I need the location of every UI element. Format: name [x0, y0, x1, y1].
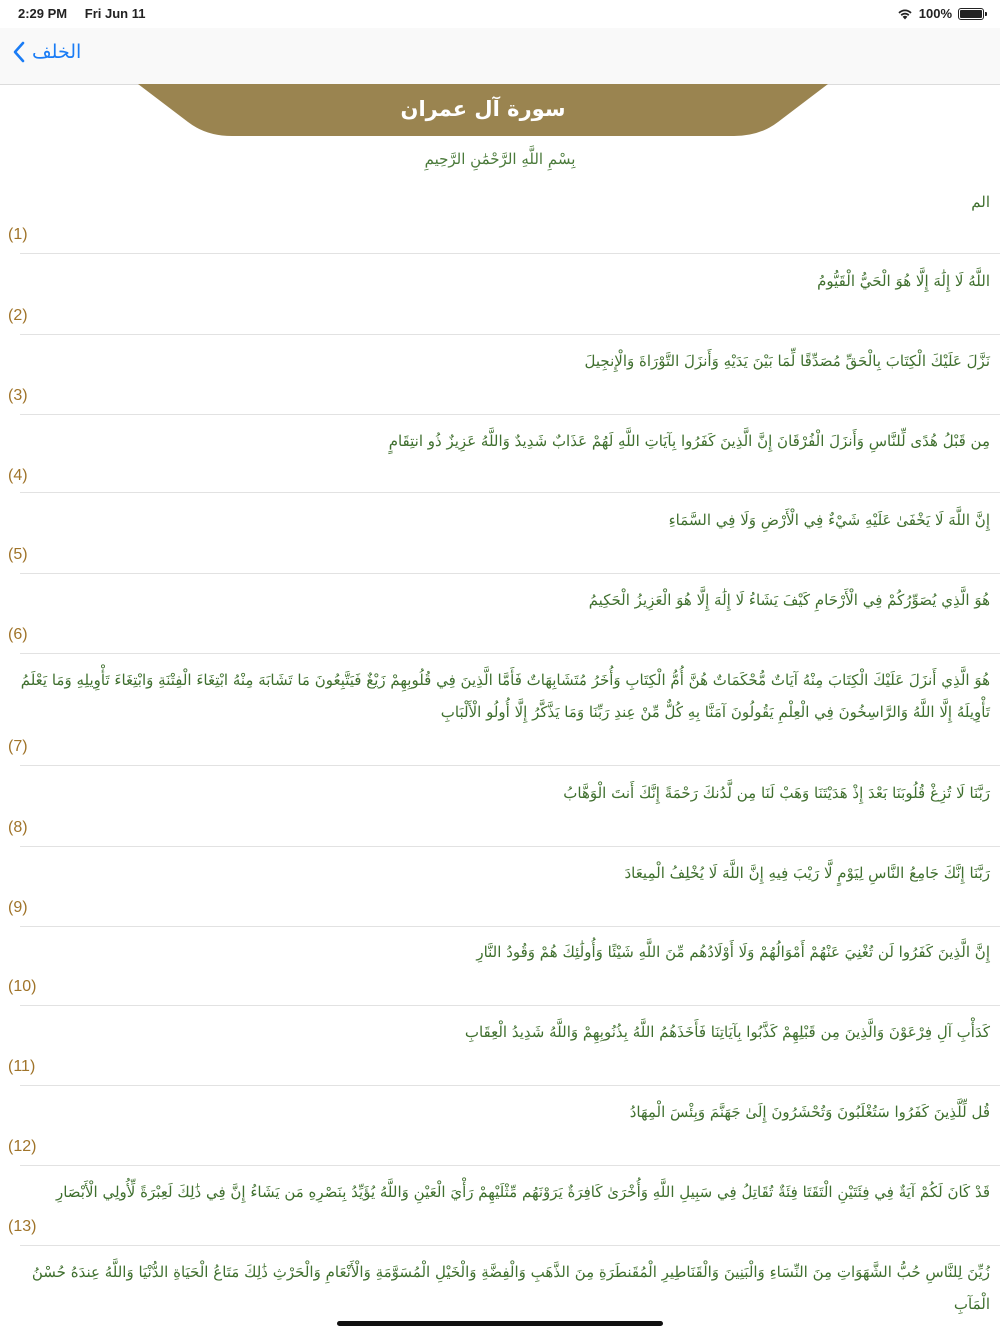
status-bar	[0, 0, 1000, 28]
verse-number: (6)	[8, 626, 28, 643]
navigation-bar	[0, 28, 1000, 85]
verse-divider	[20, 765, 1000, 766]
verse-text: مِن قَبْلُ هُدًى لِّلنَّاسِ وَأَنزَلَ الْفُرْقَانَ إِنَّ الَّذِينَ كَفَرُوا بِآيَاتِ اللَّهِ لَهُمْ عَذَابٌ شَدِيدٌ وَاللَّهُ عَزِيزٌ ذُو انتِقَامٍ	[388, 432, 990, 450]
verse-divider	[20, 1085, 1000, 1086]
verse-row[interactable]	[0, 345, 1000, 415]
status-time: 2:29 PM	[18, 6, 68, 21]
verse-row[interactable]	[0, 265, 1000, 335]
verse-divider	[20, 653, 1000, 654]
surah-header-banner	[138, 84, 828, 138]
verse-number: (12)	[8, 1138, 37, 1155]
verse-divider	[20, 1245, 1000, 1246]
verse-row[interactable]	[0, 186, 1000, 254]
verse-row[interactable]	[0, 1096, 1000, 1166]
verse-text: هُوَ الَّذِي يُصَوِّرُكُمْ فِي الْأَرْحَامِ كَيْفَ يَشَاءُ لَا إِلَٰهَ إِلَّا هُوَ الْعَزِيزُ الْحَكِيمُ	[588, 591, 990, 609]
verse-number: (5)	[8, 546, 28, 563]
verse-divider	[20, 1165, 1000, 1166]
verse-divider	[20, 492, 1000, 493]
verse-text: زُيِّنَ لِلنَّاسِ حُبُّ الشَّهَوَاتِ مِنَ النِّسَاءِ وَالْبَنِينَ وَالْقَنَاطِيرِ الْمُقَنطَرَةِ مِنَ الذَّهَبِ وَالْفِضَّةِ وَالْخَيْلِ الْمُسَوَّمَةِ وَالْأَنْعَامِ وَالْحَرْثِ ذَٰلِكَ مَتَاعُ الْحَيَاةِ الدُّنْيَا وَاللَّهُ عِندَهُ حُسْنُ الْمَآبِ	[31, 1263, 990, 1313]
verse-number: (7)	[8, 738, 28, 755]
verse-divider	[20, 253, 1000, 254]
home-indicator[interactable]	[337, 1321, 663, 1326]
verse-divider	[20, 414, 1000, 415]
verse-divider	[20, 846, 1000, 847]
chevron-left-icon	[12, 40, 26, 64]
verse-row[interactable]	[0, 584, 1000, 654]
verse-text: نَزَّلَ عَلَيْكَ الْكِتَابَ بِالْحَقِّ مُصَدِّقًا لِّمَا بَيْنَ يَدَيْهِ وَأَنزَلَ التَّوْرَاةَ وَالْإِنجِيلَ	[584, 352, 990, 370]
verse-number: (4)	[8, 467, 28, 484]
status-left	[18, 6, 159, 21]
back-button[interactable]	[12, 40, 81, 64]
verse-text: إِنَّ اللَّهَ لَا يَخْفَىٰ عَلَيْهِ شَيْءٌ فِي الْأَرْضِ وَلَا فِي السَّمَاءِ	[668, 511, 990, 529]
verse-number: (8)	[8, 819, 28, 836]
verse-text: قُل لِّلَّذِينَ كَفَرُوا سَتُغْلَبُونَ وَتُحْشَرُونَ إِلَىٰ جَهَنَّمَ وَبِئْسَ الْمِهَادُ	[629, 1103, 990, 1121]
verse-number: (11)	[8, 1058, 36, 1075]
verse-row[interactable]	[0, 1256, 1000, 1326]
status-right	[897, 6, 984, 21]
verse-text: الم	[971, 193, 990, 211]
verse-text: اللَّهُ لَا إِلَٰهَ إِلَّا هُوَ الْحَيُّ الْقَيُّومُ	[817, 272, 990, 290]
verse-row[interactable]	[0, 425, 1000, 493]
wifi-icon	[897, 8, 913, 20]
verse-row[interactable]	[0, 504, 1000, 574]
verse-number: (1)	[8, 226, 28, 243]
verse-row[interactable]	[0, 936, 1000, 1006]
verse-row[interactable]	[0, 1176, 1000, 1246]
verse-text: رَبَّنَا إِنَّكَ جَامِعُ النَّاسِ لِيَوْمٍ لَّا رَيْبَ فِيهِ إِنَّ اللَّهَ لَا يُخْلِفُ الْمِيعَادَ	[624, 864, 990, 882]
verse-divider	[20, 926, 1000, 927]
verse-text: قَدْ كَانَ لَكُمْ آيَةٌ فِي فِئَتَيْنِ الْتَقَتَا فِئَةٌ تُقَاتِلُ فِي سَبِيلِ اللَّهِ وَأُخْرَىٰ كَافِرَةٌ يَرَوْنَهُم مِّثْلَيْهِمْ رَأْيَ الْعَيْنِ وَاللَّهُ يُؤَيِّدُ بِنَصْرِهِ مَن يَشَاءُ إِنَّ فِي ذَٰلِكَ لَعِبْرَةً لِّأُولِي الْأَبْصَارِ	[55, 1183, 990, 1201]
basmala: بِسْمِ اللَّهِ الرَّحْمَٰنِ الرَّحِيمِ	[424, 150, 576, 168]
verse-row[interactable]	[0, 1016, 1000, 1086]
battery-percent: 100%	[918, 6, 952, 21]
verse-number: (10)	[8, 978, 37, 995]
status-date: Fri Jun 11	[84, 6, 146, 21]
verse-number: (13)	[8, 1218, 37, 1235]
verse-text: هُوَ الَّذِي أَنزَلَ عَلَيْكَ الْكِتَابَ مِنْهُ آيَاتٌ مُّحْكَمَاتٌ هُنَّ أُمُّ الْكِتَابِ وَأُخَرُ مُتَشَابِهَاتٌ فَأَمَّا الَّذِينَ فِي قُلُوبِهِمْ زَيْغٌ فَيَتَّبِعُونَ مَا تَشَابَهَ مِنْهُ ابْتِغَاءَ الْفِتْنَةِ وَابْتِغَاءَ تَأْوِيلِهِ وَمَا يَعْلَمُ تَأْوِيلَهُ إِلَّا اللَّهُ وَالرَّاسِخُونَ فِي الْعِلْمِ يَقُولُونَ آمَنَّا بِهِ كُلٌّ مِّنْ عِندِ رَبِّنَا وَمَا يَذَّكَّرُ إِلَّا أُولُو الْأَلْبَابِ	[20, 671, 990, 721]
verse-text: إِنَّ الَّذِينَ كَفَرُوا لَن تُغْنِيَ عَنْهُمْ أَمْوَالُهُمْ وَلَا أَوْلَادُهُم مِّنَ اللَّهِ شَيْئًا وَأُولَٰئِكَ هُمْ وَقُودُ النَّارِ	[476, 943, 990, 961]
verse-number: (3)	[8, 387, 28, 404]
verse-row[interactable]	[0, 857, 1000, 927]
verse-divider	[20, 334, 1000, 335]
verse-divider	[20, 1005, 1000, 1006]
verse-row[interactable]	[0, 777, 1000, 847]
verse-divider	[20, 573, 1000, 574]
verse-text: رَبَّنَا لَا تُزِغْ قُلُوبَنَا بَعْدَ إِذْ هَدَيْتَنَا وَهَبْ لَنَا مِن لَّدُنكَ رَحْمَةً إِنَّكَ أَنتَ الْوَهَّابُ	[563, 784, 990, 802]
battery-icon	[958, 8, 984, 20]
surah-title: سورة آل عمران	[400, 97, 566, 121]
verse-row[interactable]	[0, 664, 1000, 766]
verse-text: كَدَأْبِ آلِ فِرْعَوْنَ وَالَّذِينَ مِن قَبْلِهِمْ كَذَّبُوا بِآيَاتِنَا فَأَخَذَهُمُ اللَّهُ بِذُنُوبِهِمْ وَاللَّهُ شَدِيدُ الْعِقَابِ	[464, 1023, 990, 1041]
verse-number: (9)	[8, 899, 28, 916]
verse-number: (2)	[8, 307, 28, 324]
back-button-label: الخلف	[32, 41, 82, 63]
